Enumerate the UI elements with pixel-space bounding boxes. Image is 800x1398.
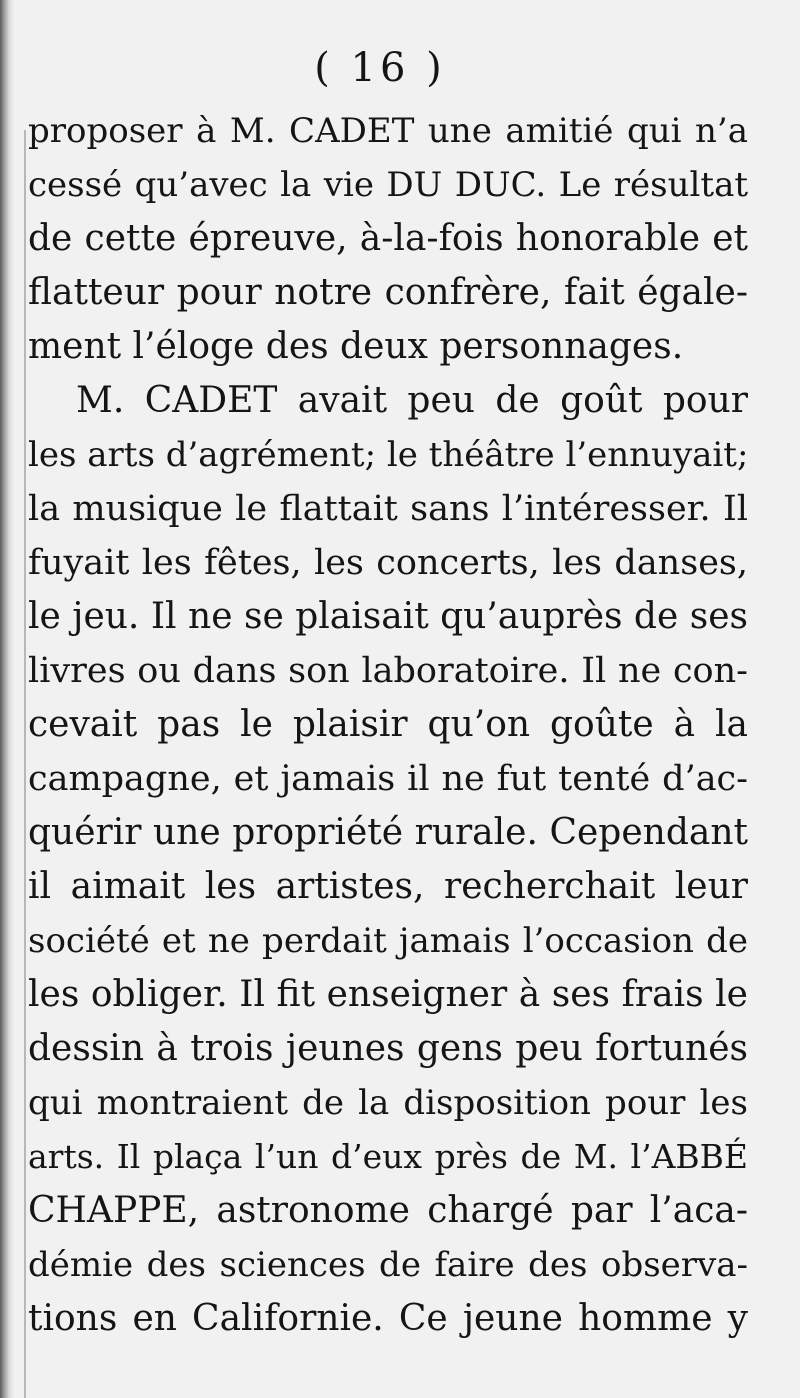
text-line: tions en Californie. Ce jeune homme y [28, 1298, 748, 1339]
text-line: campagne, et jamais il ne fut tenté d’ac- [28, 759, 748, 799]
page-number: ( 16 ) [314, 45, 446, 91]
text-line: arts. Il plaça l’un d’eux près de M. l’ABBÉ [28, 1137, 748, 1176]
text-line: le jeu. Il ne se plaisait qu’auprès de ses [28, 596, 748, 637]
text-line: CHAPPE, astronome chargé par l’aca- [28, 1190, 748, 1231]
text-line: société et ne perdait jamais l’occasion de [28, 921, 748, 961]
text-line: de cette épreuve, à-la-fois honorable et [28, 218, 748, 259]
text-line: proposer à M. CADET une amitié qui n’a [28, 111, 748, 151]
text-line: M. CADET avait peu de goût pour [76, 380, 748, 421]
text-line: livres ou dans son laboratoire. Il ne con- [28, 651, 748, 691]
text-line: flatteur pour notre confrère, fait égale- [28, 272, 748, 313]
text-line: démie des sciences de faire des observa- [28, 1245, 748, 1285]
margin-rule [24, 130, 26, 1398]
text-line: la musique le flattait sans l’intéresser. Il [28, 489, 748, 529]
text-line: cevait pas le plaisir qu’on goûte à la [28, 704, 748, 745]
text-line: les obliger. Il fit enseigner à ses frais le [28, 974, 748, 1015]
text-line: les arts d’agrément; le théâtre l’ennuyait; [28, 435, 749, 475]
page-spine-shadow [0, 0, 14, 1398]
text-line: dessin à trois jeunes gens peu fortunés [28, 1028, 748, 1069]
text-line: fuyait les fêtes, les concerts, les danses, [28, 543, 748, 583]
text-line: quérir une propriété rurale. Cependant [28, 812, 748, 853]
text-line: qui montraient de la disposition pour les [28, 1083, 748, 1123]
text-line: ment l’éloge des deux personnages. [28, 326, 684, 367]
text-line: il aimait les artistes, recherchait leur [28, 866, 748, 907]
body-text [28, 104, 748, 1346]
text-line: cessé qu’avec la vie DU DUC. Le résultat [28, 165, 748, 205]
